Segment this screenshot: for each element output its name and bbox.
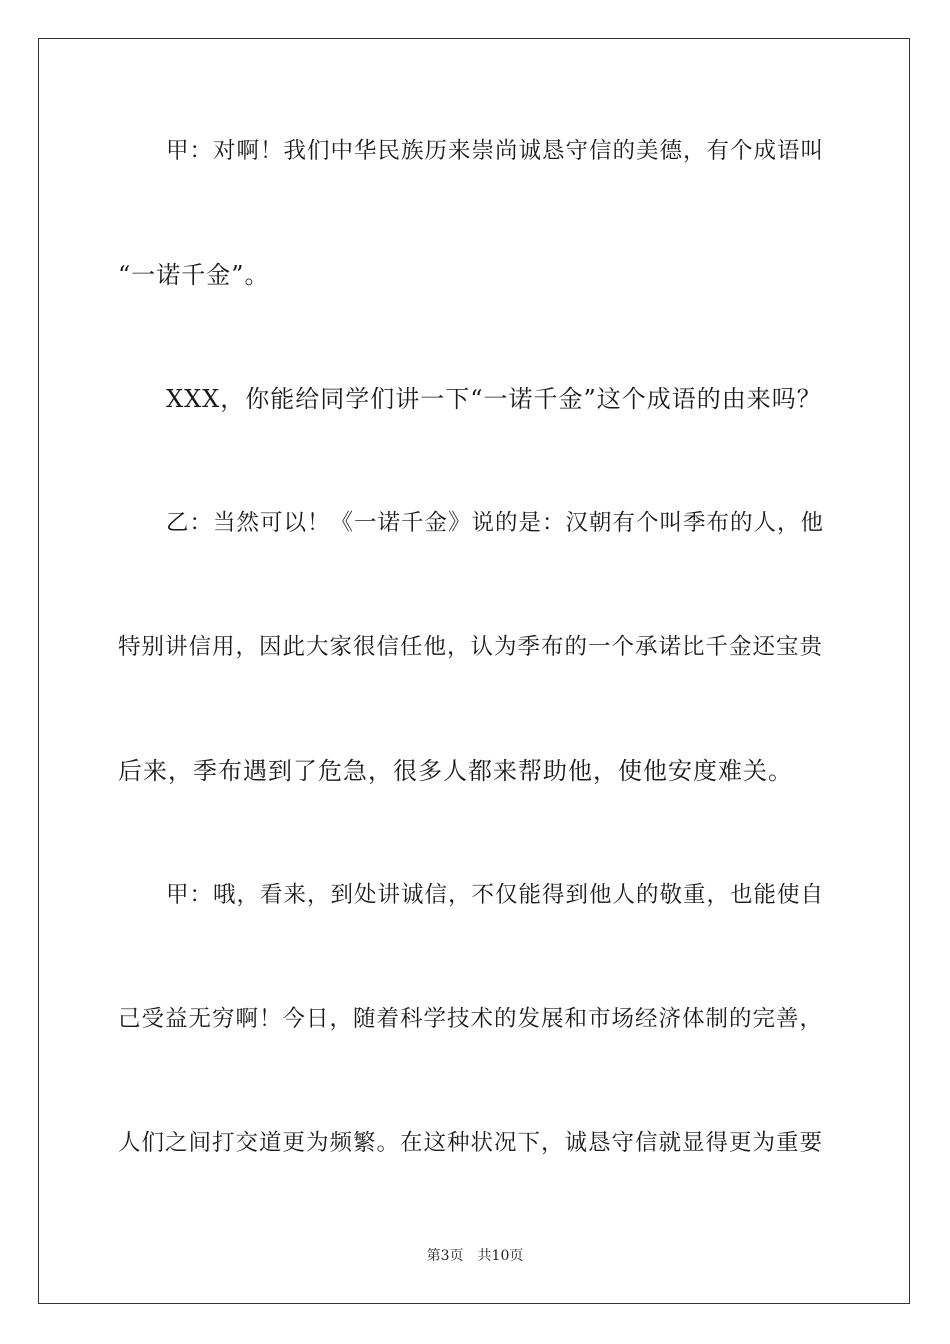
paragraph-line-3: XXX，你能给同学们讲一下“一诺千金”这个成语的由来吗？ [166,385,822,413]
page-number: 第3页 [426,1248,464,1264]
paragraph-line-5: 特别讲信用，因此大家很信任他，认为季布的一个承诺比千金还宝贵 [118,634,824,660]
paragraph-line-6: 后来，季布遇到了危急，很多人都来帮助他，使他安度难关。 [118,757,793,785]
total-pages: 共10页 [477,1248,524,1264]
page-border [38,38,910,1304]
paragraph-line-8: 己受益无穷啊！今日，随着科学技术的发展和市场经济体制的完善， [118,1006,824,1032]
page-footer [0,1247,950,1265]
paragraph-line-7: 甲：哦，看来，到处讲诚信，不仅能得到他人的敬重，也能使自 [166,882,825,908]
paragraph-line-2: “一诺千金”。 [118,261,270,289]
paragraph-line-1: 甲：对啊！我们中华民族历来崇尚诚恳守信的美德，有个成语叫 [166,138,825,164]
paragraph-line-4: 乙：当然可以！《一诺千金》说的是：汉朝有个叫季布的人，他 [166,510,825,536]
paragraph-line-9: 人们之间打交道更为频繁。在这种状况下，诚恳守信就显得更为重要 [118,1130,824,1156]
